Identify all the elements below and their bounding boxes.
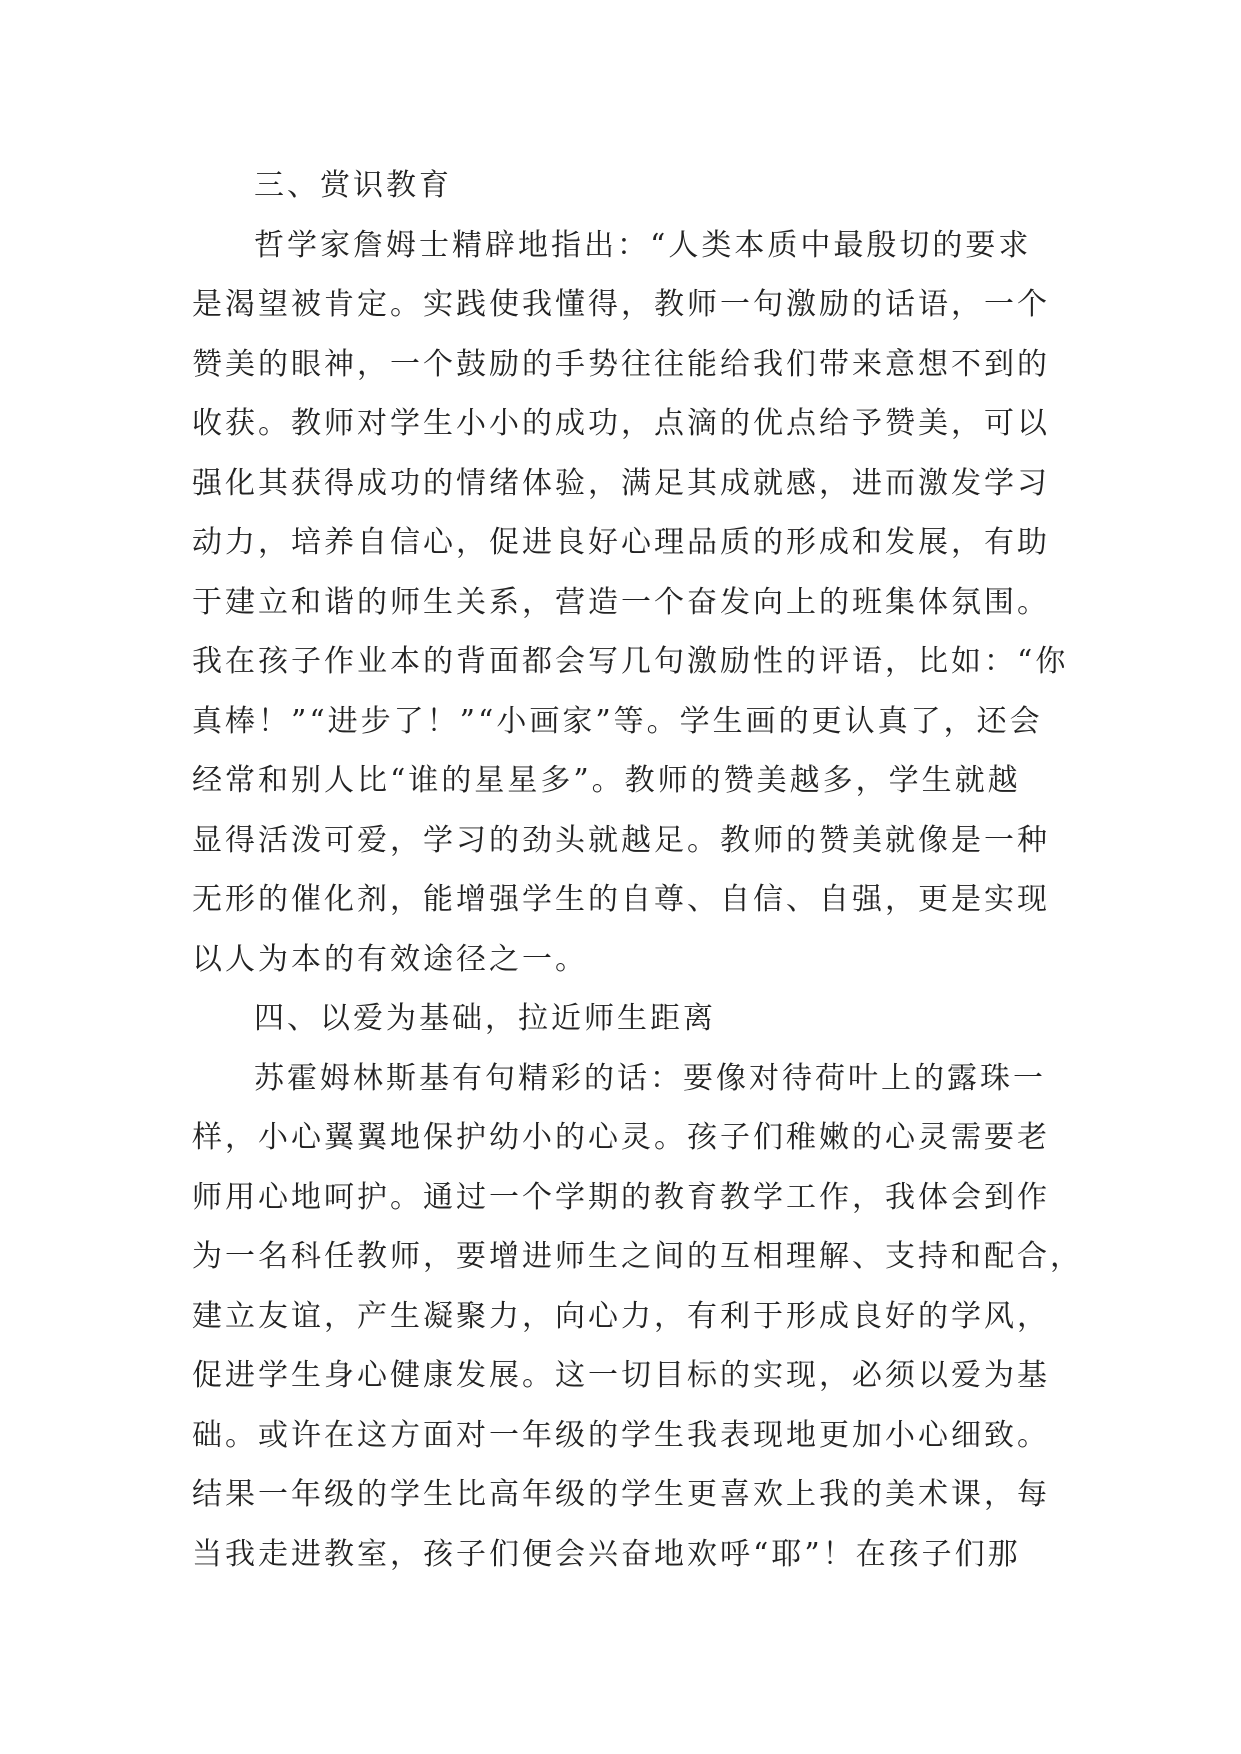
paragraph-line: 真棒！”“进步了！”“小画家”等。学生画的更认真了，还会 [192, 703, 1043, 739]
paragraph-line: 收获。教师对学生小小的成功，点滴的优点给予赞美，可以 [192, 406, 1050, 441]
paragraph-line: 动力，培养自信心，促进良好心理品质的形成和发展，有助 [192, 525, 1050, 560]
paragraph-line: 于建立和谐的师生关系，营造一个奋发向上的班集体氛围。 [192, 584, 1050, 620]
paragraph-line: 当我走进教室，孩子们便会兴奋地欢呼“耶”！在孩子们那 [192, 1536, 1021, 1572]
paragraph-line: 建立友谊，产生凝聚力，向心力，有利于形成良好的学风， [192, 1298, 1050, 1334]
paragraph-line: 样，小心翼翼地保护幼小的心灵。孩子们稚嫩的心灵需要老 [192, 1120, 1050, 1155]
paragraph-line: 为一名科任教师，要增进师生之间的互相理解、支持和配合， [192, 1239, 1083, 1274]
paragraph-line: 经常和别人比“谁的星星多”。教师的赞美越多，学生就越 [192, 763, 1021, 798]
section-heading-appreciation: 三、赏识教育 [254, 168, 452, 203]
paragraph-line: 我在孩子作业本的背面都会写几句激励性的评语，比如：“你 [192, 644, 1069, 679]
paragraph-line: 哲学家詹姆士精辟地指出：“人类本质中最殷切的要求 [254, 227, 1032, 263]
document-body [192, 156, 1083, 1584]
section-heading-love-foundation: 四、以爱为基础，拉近师生距离 [254, 1001, 716, 1036]
paragraph-line: 师用心地呵护。通过一个学期的教育教学工作，我体会到作 [192, 1179, 1050, 1215]
paragraph-line: 苏霍姆林斯基有句精彩的话：要像对待荷叶上的露珠一 [254, 1060, 1046, 1096]
paragraph-line: 促进学生身心健康发展。这一切目标的实现，必须以爱为基 [192, 1358, 1050, 1393]
paragraph-line: 无形的催化剂，能增强学生的自尊、自信、自强，更是实现 [192, 882, 1050, 917]
paragraph-line: 是渴望被肯定。实践使我懂得，教师一句激励的话语，一个 [192, 287, 1050, 322]
paragraph-line: 强化其获得成功的情绪体验，满足其成就感，进而激发学习 [192, 465, 1050, 501]
paragraph-line: 赞美的眼神，一个鼓励的手势往往能给我们带来意想不到的 [192, 346, 1050, 382]
paragraph-line: 础。或许在这方面对一年级的学生我表现地更加小心细致。 [192, 1417, 1050, 1453]
paragraph-line: 结果一年级的学生比高年级的学生更喜欢上我的美术课，每 [192, 1477, 1050, 1512]
paragraph-line: 以人为本的有效途径之一。 [192, 941, 588, 977]
paragraph-line: 显得活泼可爱，学习的劲头就越足。教师的赞美就像是一种 [192, 822, 1050, 858]
